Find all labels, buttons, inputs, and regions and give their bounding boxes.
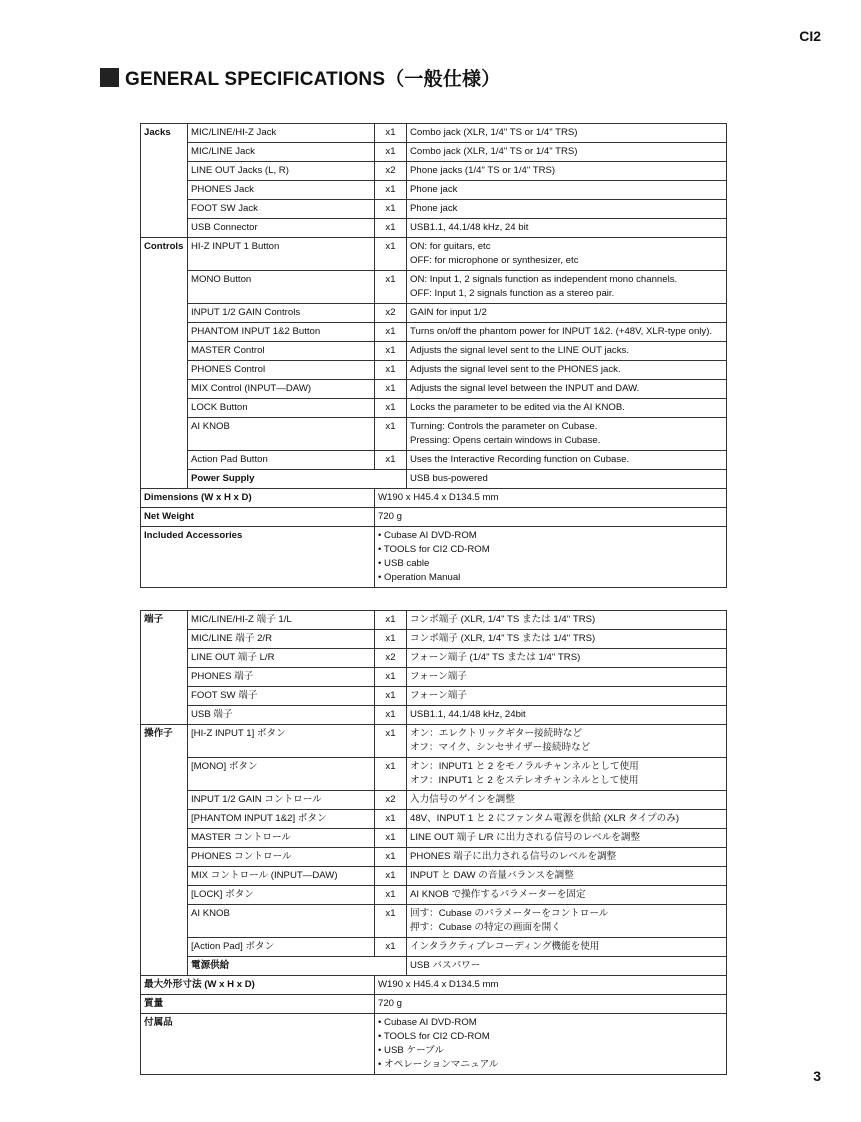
row-quantity: x1	[375, 124, 407, 143]
row-quantity: x1	[375, 706, 407, 725]
table-row	[141, 527, 727, 588]
row-category: Included Accessories	[141, 527, 375, 588]
row-quantity: x1	[375, 829, 407, 848]
value-line: W190 x H45.4 x D134.5 mm	[378, 492, 499, 503]
table-row	[141, 304, 727, 323]
table-row	[141, 238, 727, 271]
value-line: フォーン端子 (1/4" TS または 1/4" TRS)	[410, 652, 581, 663]
table-row	[141, 143, 727, 162]
table-row	[141, 162, 727, 181]
row-category: Jacks	[141, 124, 188, 238]
value-line: Combo jack (XLR, 1/4" TS or 1/4" TRS)	[410, 127, 578, 138]
table-row	[141, 271, 727, 304]
row-item: INPUT 1/2 GAIN コントロール	[188, 791, 375, 810]
row-value	[407, 451, 727, 470]
row-item: FOOT SW 端子	[188, 687, 375, 706]
row-value	[375, 1014, 727, 1075]
row-item: MIX Control (INPUT—DAW)	[188, 380, 375, 399]
value-line: USB1.1, 44.1/48 kHz, 24 bit	[410, 222, 529, 233]
row-value	[407, 867, 727, 886]
value-line: オフ：マイク、シンセサイザー接続時など	[410, 742, 591, 753]
page-title: GENERAL SPECIFICATIONS（一般仕様）	[125, 69, 501, 90]
row-quantity: x1	[375, 630, 407, 649]
table-row	[141, 976, 727, 995]
row-value	[407, 725, 727, 758]
row-value	[407, 957, 727, 976]
value-line: USB bus-powered	[410, 473, 488, 484]
heading-square-icon	[100, 68, 119, 87]
row-value	[375, 527, 727, 588]
row-item: USB 端子	[188, 706, 375, 725]
row-category: Net Weight	[141, 508, 375, 527]
row-value	[375, 508, 727, 527]
row-quantity: x2	[375, 304, 407, 323]
row-item: MASTER コントロール	[188, 829, 375, 848]
value-line: ON: for guitars, etc	[410, 241, 491, 252]
row-item: MONO Button	[188, 271, 375, 304]
row-item: PHONES コントロール	[188, 848, 375, 867]
row-value	[407, 630, 727, 649]
row-item: MIX コントロール (INPUT—DAW)	[188, 867, 375, 886]
row-quantity: x1	[375, 810, 407, 829]
value-line: オン：エレクトリックギター接続時など	[410, 728, 583, 739]
table-row	[141, 181, 727, 200]
row-value	[375, 489, 727, 508]
row-item: MASTER Control	[188, 342, 375, 361]
value-line: LINE OUT 端子 L/R に出力される信号のレベルを調整	[410, 832, 641, 843]
row-value	[407, 470, 727, 489]
row-category: Dimensions (W x H x D)	[141, 489, 375, 508]
row-value	[407, 687, 727, 706]
value-line: オン：INPUT1 と 2 をモノラルチャンネルとして使用	[410, 761, 639, 772]
table-row	[141, 791, 727, 810]
row-value	[407, 124, 727, 143]
table-row	[141, 451, 727, 470]
row-quantity: x1	[375, 848, 407, 867]
row-item: USB Connector	[188, 219, 375, 238]
row-item: MIC/LINE/HI-Z Jack	[188, 124, 375, 143]
value-line: • オペレーションマニュアル	[378, 1059, 499, 1070]
row-value	[407, 938, 727, 957]
row-item: LOCK Button	[188, 399, 375, 418]
row-value	[407, 649, 727, 668]
value-line: コンボ端子 (XLR, 1/4" TS または 1/4" TRS)	[410, 633, 596, 644]
value-line: PHONES 端子に出力される信号のレベルを調整	[410, 851, 617, 862]
table-row	[141, 829, 727, 848]
table-row	[141, 995, 727, 1014]
value-line: Turning: Controls the parameter on Cubase.	[410, 421, 598, 432]
row-quantity: x1	[375, 687, 407, 706]
row-item: HI-Z INPUT 1 Button	[188, 238, 375, 271]
value-line: 720 g	[378, 998, 403, 1009]
row-category: Power Supply	[188, 470, 407, 489]
table-row	[141, 938, 727, 957]
row-value	[375, 995, 727, 1014]
row-value	[407, 668, 727, 687]
value-line: USB バスパワー	[410, 960, 481, 971]
row-value	[407, 399, 727, 418]
value-line: オフ：INPUT1 と 2 をステレオチャンネルとして使用	[410, 775, 639, 786]
row-item: MIC/LINE Jack	[188, 143, 375, 162]
value-line: ON: Input 1, 2 signals function as independent mono channels.	[410, 274, 678, 285]
value-line: Phone jack	[410, 203, 458, 214]
page-number: 3	[813, 1068, 821, 1084]
value-line: インタラクティブレコーディング機能を使用	[410, 941, 600, 952]
row-value	[407, 361, 727, 380]
row-quantity: x1	[375, 181, 407, 200]
value-line: Adjusts the signal level between the INPUT and DAW.	[410, 383, 640, 394]
row-quantity: x1	[375, 380, 407, 399]
row-value	[407, 706, 727, 725]
table-row	[141, 418, 727, 451]
row-quantity: x2	[375, 791, 407, 810]
row-category: 付属品	[141, 1014, 375, 1075]
row-quantity: x1	[375, 238, 407, 271]
row-value	[407, 791, 727, 810]
table-row	[141, 489, 727, 508]
row-quantity: x1	[375, 219, 407, 238]
value-line: Combo jack (XLR, 1/4" TS or 1/4" TRS)	[410, 146, 578, 157]
row-value	[407, 162, 727, 181]
row-quantity: x1	[375, 361, 407, 380]
row-item: [HI-Z INPUT 1] ボタン	[188, 725, 375, 758]
value-line: Uses the Interactive Recording function on Cubase.	[410, 454, 630, 465]
row-quantity: x1	[375, 905, 407, 938]
value-line: • Operation Manual	[378, 572, 461, 583]
value-line: Phone jack	[410, 184, 458, 195]
row-item: FOOT SW Jack	[188, 200, 375, 219]
table-row	[141, 200, 727, 219]
value-line: INPUT と DAW の音量バランスを調整	[410, 870, 574, 881]
row-quantity: x1	[375, 271, 407, 304]
table-row	[141, 508, 727, 527]
row-value	[407, 181, 727, 200]
row-item: INPUT 1/2 GAIN Controls	[188, 304, 375, 323]
row-value	[407, 238, 727, 271]
row-value	[407, 611, 727, 630]
value-line: 48V、INPUT 1 と 2 にファンタム電源を供給 (XLR タイプのみ)	[410, 813, 680, 824]
row-quantity: x1	[375, 200, 407, 219]
value-line: 回す：Cubase のパラメーターをコントロール	[410, 908, 609, 919]
table-row	[141, 867, 727, 886]
table-row	[141, 649, 727, 668]
row-value	[407, 342, 727, 361]
row-item: MIC/LINE 端子 2/R	[188, 630, 375, 649]
table-row	[141, 342, 727, 361]
row-value	[407, 304, 727, 323]
table-row	[141, 630, 727, 649]
row-value	[407, 810, 727, 829]
row-category: 質量	[141, 995, 375, 1014]
row-item: PHONES Jack	[188, 181, 375, 200]
value-line: フォーン端子	[410, 690, 467, 701]
row-item: AI KNOB	[188, 418, 375, 451]
row-category: Controls	[141, 238, 188, 489]
value-line: OFF: Input 1, 2 signals function as a stereo pair.	[410, 288, 615, 299]
row-item: [PHANTOM INPUT 1&2] ボタン	[188, 810, 375, 829]
row-value	[407, 905, 727, 938]
row-quantity: x1	[375, 451, 407, 470]
table-row	[141, 957, 727, 976]
section-heading	[100, 64, 500, 91]
row-value	[407, 418, 727, 451]
table-row	[141, 706, 727, 725]
value-line: AI KNOB で操作するパラメーターを固定	[410, 889, 586, 900]
value-line: コンボ端子 (XLR, 1/4" TS または 1/4" TRS)	[410, 614, 596, 625]
row-item: [LOCK] ボタン	[188, 886, 375, 905]
row-category: 端子	[141, 611, 188, 725]
table-row	[141, 810, 727, 829]
row-item: PHONES Control	[188, 361, 375, 380]
row-value	[407, 143, 727, 162]
row-value	[407, 200, 727, 219]
table-row	[141, 905, 727, 938]
table-row	[141, 848, 727, 867]
row-category: 操作子	[141, 725, 188, 976]
row-value	[407, 271, 727, 304]
row-item: PHANTOM INPUT 1&2 Button	[188, 323, 375, 342]
value-line: フォーン端子	[410, 671, 467, 682]
row-value	[407, 323, 727, 342]
value-line: • USB cable	[378, 558, 430, 569]
table-row	[141, 124, 727, 143]
row-quantity: x1	[375, 418, 407, 451]
value-line: GAIN for input 1/2	[410, 307, 487, 318]
value-line: 720 g	[378, 511, 403, 522]
value-line: W190 x H45.4 x D134.5 mm	[378, 979, 499, 990]
value-line: Pressing: Opens certain windows in Cubase.	[410, 435, 601, 446]
value-line: Turns on/off the phantom power for INPUT 1&2. (+48V, XLR-type only).	[410, 326, 713, 337]
value-line: • Cubase AI DVD-ROM	[378, 530, 477, 541]
value-line: OFF: for microphone or synthesizer, etc	[410, 255, 579, 266]
row-value	[407, 219, 727, 238]
value-line: • TOOLS for CI2 CD-ROM	[378, 544, 490, 555]
row-quantity: x1	[375, 611, 407, 630]
table-row	[141, 668, 727, 687]
row-value	[375, 976, 727, 995]
table-row	[141, 361, 727, 380]
spec-table-japanese	[140, 610, 727, 1075]
row-quantity: x1	[375, 867, 407, 886]
table-row	[141, 323, 727, 342]
row-item: LINE OUT Jacks (L, R)	[188, 162, 375, 181]
value-line: Locks the parameter to be edited via the AI KNOB.	[410, 402, 625, 413]
row-item: LINE OUT 端子 L/R	[188, 649, 375, 668]
row-quantity: x1	[375, 725, 407, 758]
row-category: 最大外形寸法 (W x H x D)	[141, 976, 375, 995]
table-row	[141, 380, 727, 399]
spec-table-english	[140, 123, 727, 588]
row-item: [MONO] ボタン	[188, 758, 375, 791]
table-row	[141, 1014, 727, 1075]
value-line: • Cubase AI DVD-ROM	[378, 1017, 477, 1028]
row-quantity: x1	[375, 323, 407, 342]
row-value	[407, 829, 727, 848]
row-item: AI KNOB	[188, 905, 375, 938]
row-quantity: x1	[375, 342, 407, 361]
value-line: Adjusts the signal level sent to the LINE OUT jacks.	[410, 345, 629, 356]
row-quantity: x1	[375, 886, 407, 905]
row-value	[407, 886, 727, 905]
row-quantity: x2	[375, 162, 407, 181]
table-row	[141, 611, 727, 630]
row-item: MIC/LINE/HI-Z 端子 1/L	[188, 611, 375, 630]
row-category: 電源供給	[188, 957, 407, 976]
row-value	[407, 380, 727, 399]
table-row	[141, 758, 727, 791]
row-quantity: x2	[375, 649, 407, 668]
row-item: PHONES 端子	[188, 668, 375, 687]
row-item: [Action Pad] ボタン	[188, 938, 375, 957]
row-value	[407, 848, 727, 867]
row-value	[407, 758, 727, 791]
row-quantity: x1	[375, 938, 407, 957]
row-quantity: x1	[375, 143, 407, 162]
table-row	[141, 219, 727, 238]
table-row	[141, 687, 727, 706]
table-row	[141, 399, 727, 418]
table-row	[141, 470, 727, 489]
value-line: USB1.1, 44.1/48 kHz, 24bit	[410, 709, 526, 720]
table-row	[141, 886, 727, 905]
value-line: • TOOLS for CI2 CD-ROM	[378, 1031, 490, 1042]
row-quantity: x1	[375, 758, 407, 791]
row-quantity: x1	[375, 399, 407, 418]
row-quantity: x1	[375, 668, 407, 687]
value-line: 押す：Cubase の特定の画面を開く	[410, 922, 561, 933]
table-row	[141, 725, 727, 758]
model-label: CI2	[799, 28, 821, 44]
value-line: • USB ケーブル	[378, 1045, 444, 1056]
row-item: Action Pad Button	[188, 451, 375, 470]
value-line: Adjusts the signal level sent to the PHONES jack.	[410, 364, 621, 375]
value-line: Phone jacks (1/4" TS or 1/4" TRS)	[410, 165, 556, 176]
value-line: 入力信号のゲインを調整	[410, 794, 515, 805]
